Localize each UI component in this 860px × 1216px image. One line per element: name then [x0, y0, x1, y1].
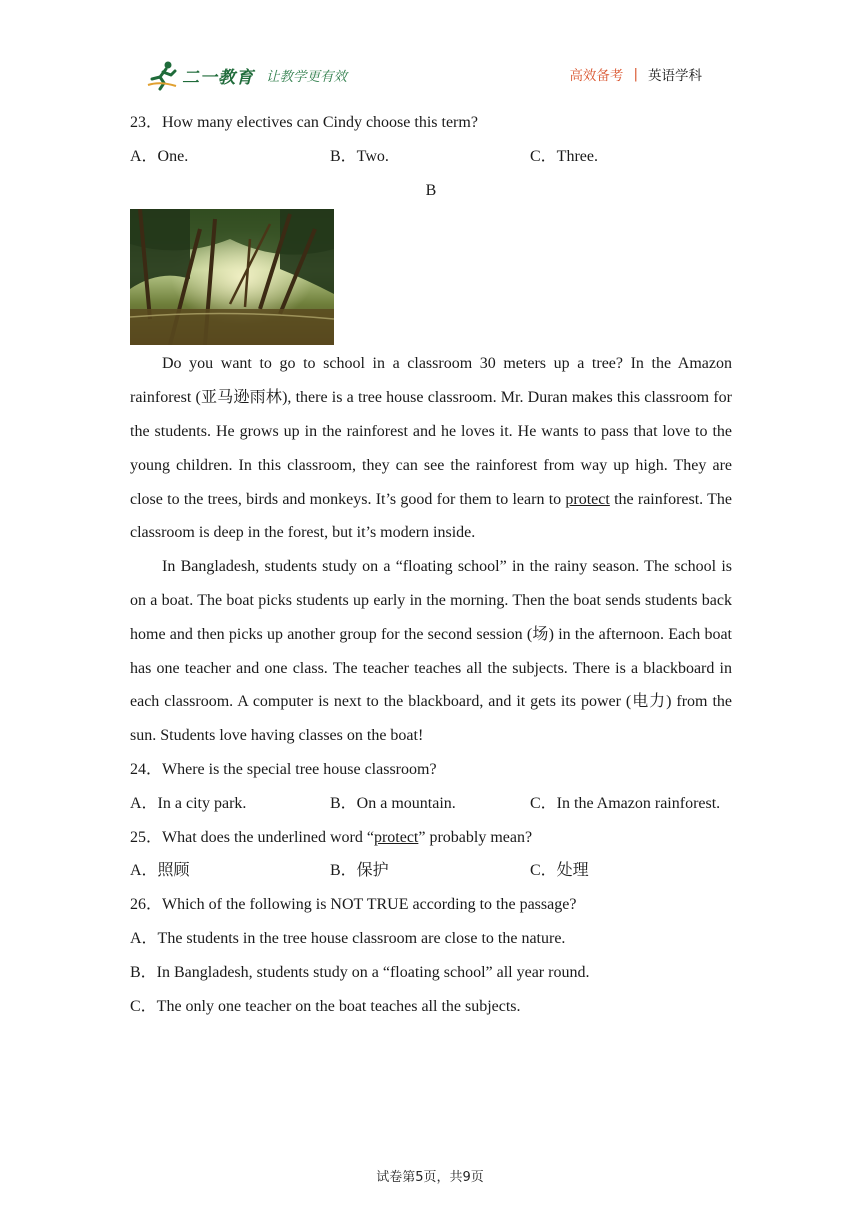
passage-paragraph-2: In Bangladesh, students study on a “floating school” in the rainy season. The school is on a boat. The boat picks students up early in the morning. Then the boat sends students back home and then picks up another group for the second session (场) in the afternoon. Each boat has one teacher and one class. The teacher teaches all the subjects. There is a blackboard in each classroom. A computer is next to the blackboard, and it gets its power (电力) from the sun. Students love having classes on the boat! [130, 558, 733, 745]
option-c: C．In the Amazon rainforest. [530, 794, 721, 812]
question-26-option-c: C．The only one teacher on the boat teaches all the subjects. [130, 997, 521, 1015]
rainforest-photo [130, 209, 334, 345]
option-b: B．On a mountain. [330, 794, 456, 812]
option-a: A．In a city park. [130, 794, 247, 812]
option-a: A．One. [130, 147, 189, 165]
passage-p1-text-end: the rainforest. The classroom is deep in the forest, but it’s modern inside. [130, 490, 733, 542]
underlined-word-protect: protect [565, 490, 610, 508]
option-c: C．处理 [530, 862, 589, 880]
logo-text: 二一教育 [182, 67, 254, 88]
question-25-text-end: ” probably mean? [418, 828, 533, 846]
page-footer: 试卷第5页，共9页 [376, 1170, 484, 1185]
question-25-options [130, 854, 732, 888]
header-subject: 英语学科 [648, 68, 702, 84]
passage-paragraph-1 [130, 347, 732, 550]
question-23-options [130, 140, 732, 174]
logo [146, 58, 347, 92]
passage-p1-text: Do you want to go to school in a classroom 30 meters up a tree? In the Amazon rainforest (亚马逊雨林), there is a tree house classroom. Mr. Duran makes this classroom for the students. He grows up in the rainforest and he loves it. He wants to pass that love to the young children. In this classroom, they can see the rainforest from way up high. They are close to the trees, birds and monkeys. It’s good for them to learn to [130, 355, 732, 508]
question-25-text: 25．What does the underlined word “ [130, 828, 374, 846]
question-24-options [130, 787, 732, 821]
question-26-option-a: A．The students in the tree house classroom are close to the nature. [130, 929, 566, 947]
question-26-option-b: B．In Bangladesh, students study on a “floating school” all year round. [130, 963, 590, 981]
option-b: B．保护 [330, 862, 389, 880]
option-a: A．照顾 [130, 862, 190, 880]
header-right [569, 64, 702, 84]
option-c: C．Three. [530, 147, 598, 165]
runner-logo-icon [146, 59, 180, 91]
header-slogan: 让教学更有效 [266, 69, 347, 85]
exam-content [130, 106, 732, 1023]
question-25-underlined-word: protect [373, 828, 419, 846]
question-26: 26．Which of the following is NOT TRUE according to the passage? [130, 896, 577, 914]
header-separator: | [633, 66, 638, 82]
option-b: B．Two. [330, 147, 389, 165]
question-25 [130, 821, 732, 855]
header-tag-exam: 高效备考 [569, 68, 624, 84]
page-header [146, 58, 716, 92]
question-24: 24．Where is the special tree house classroom? [130, 760, 437, 778]
section-label: B [425, 181, 437, 199]
question-23: 23．How many electives can Cindy choose this term? [130, 114, 478, 131]
